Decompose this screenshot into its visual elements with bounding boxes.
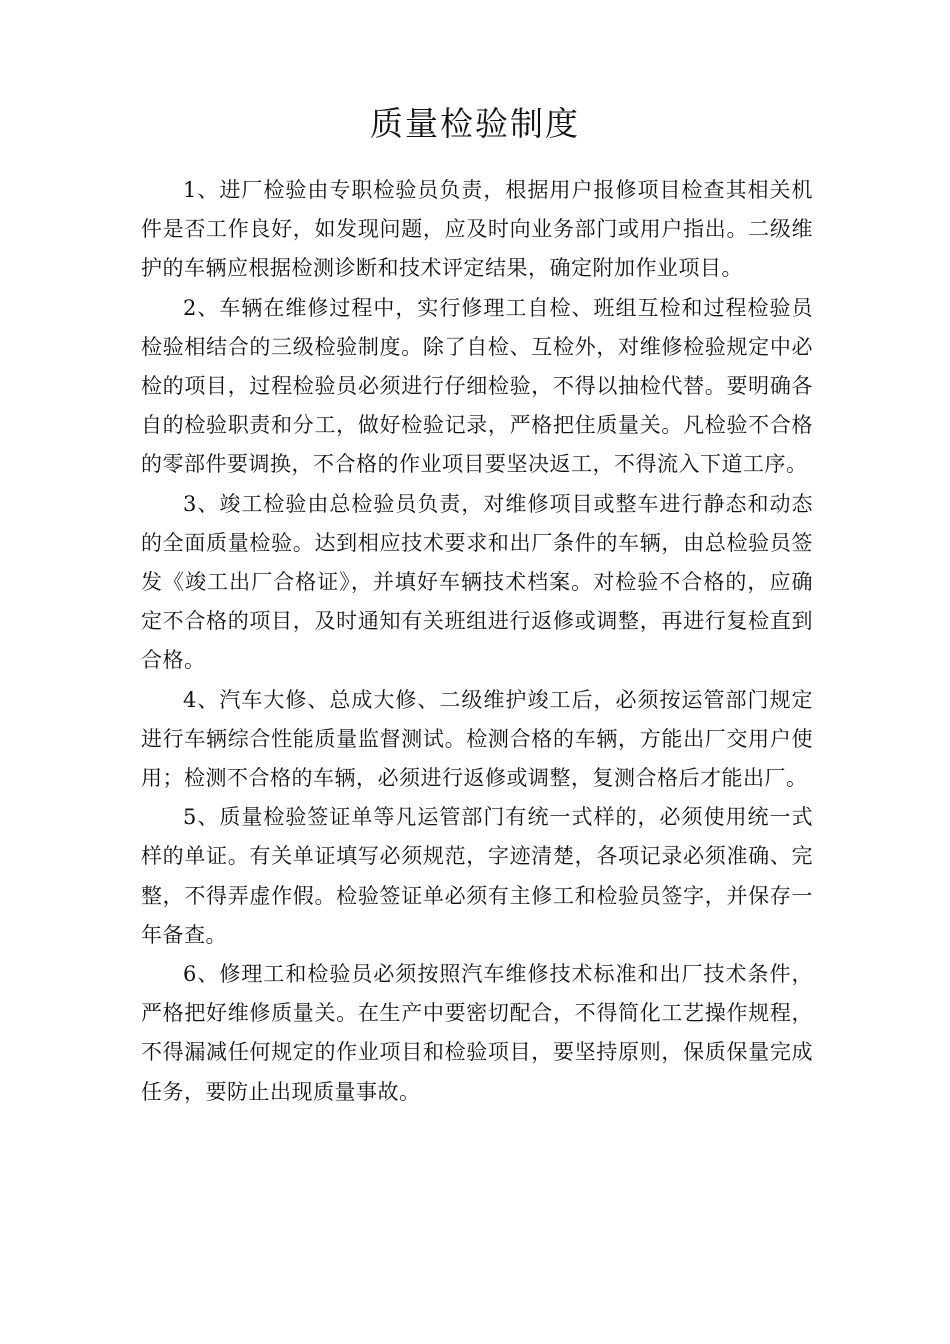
document-title: 质量检验制度 (370, 104, 580, 143)
paragraph-5: 5、质量检验签证单等凡运管部门有统一式样的，必须使用统一式样的单证。有关单证填写必须规范，字迹清楚，各项记录必须准确、完整，不得弄虚作假。检验签证单必须有主修工和检验员签字，并保存一年备查。 (141, 805, 813, 947)
paragraph-2: 2、车辆在维修过程中，实行修理工自检、班组互检和过程检验员检验相结合的三级检验制度。除了自检、互检外，对维修检验规定中必检的项目，过程检验员必须进行仔细检验，不得以抽检代替。要明确各自的检验职责和分工，做好检验记录，严格把住质量关。凡检验不合格的零部件要调换，不合格的作业项目要坚决返工，不得流入下道工序。 (141, 295, 813, 477)
paragraph-4: 4、汽车大修、总成大修、二级维护竣工后，必须按运管部门规定进行车辆综合性能质量监督测试。检测合格的车辆，方能出厂交用户使用；检测不合格的车辆，必须进行返修或调整，复测合格后才能出厂。 (141, 687, 813, 791)
paragraph-1: 1、进厂检验由专职检验员负责，根据用户报修项目检查其相关机件是否工作良好，如发现问题，应及时向业务部门或用户指出。二级维护的车辆应根据检测诊断和技术评定结果，确定附加作业项目。 (141, 178, 813, 281)
paragraph-6: 6、修理工和检验员必须按照汽车维修技术标准和出厂技术条件，严格把好维修质量关。在生产中要密切配合，不得简化工艺操作规程，不得漏减任何规定的作业项目和检验项目，要坚持原则，保质保量完成任务，要防止出现质量事故。 (141, 962, 813, 1104)
paragraph-3: 3、竣工检验由总检验员负责，对维修项目或整车进行静态和动态的全面质量检验。达到相应技术要求和出厂条件的车辆，由总检验员签发《竣工出厂合格证》，并填好车辆技术档案。对检验不合格的，应确定不合格的项目，及时通知有关班组进行返修或调整，再进行复检直到合格。 (141, 491, 813, 673)
document-body (141, 171, 813, 1112)
